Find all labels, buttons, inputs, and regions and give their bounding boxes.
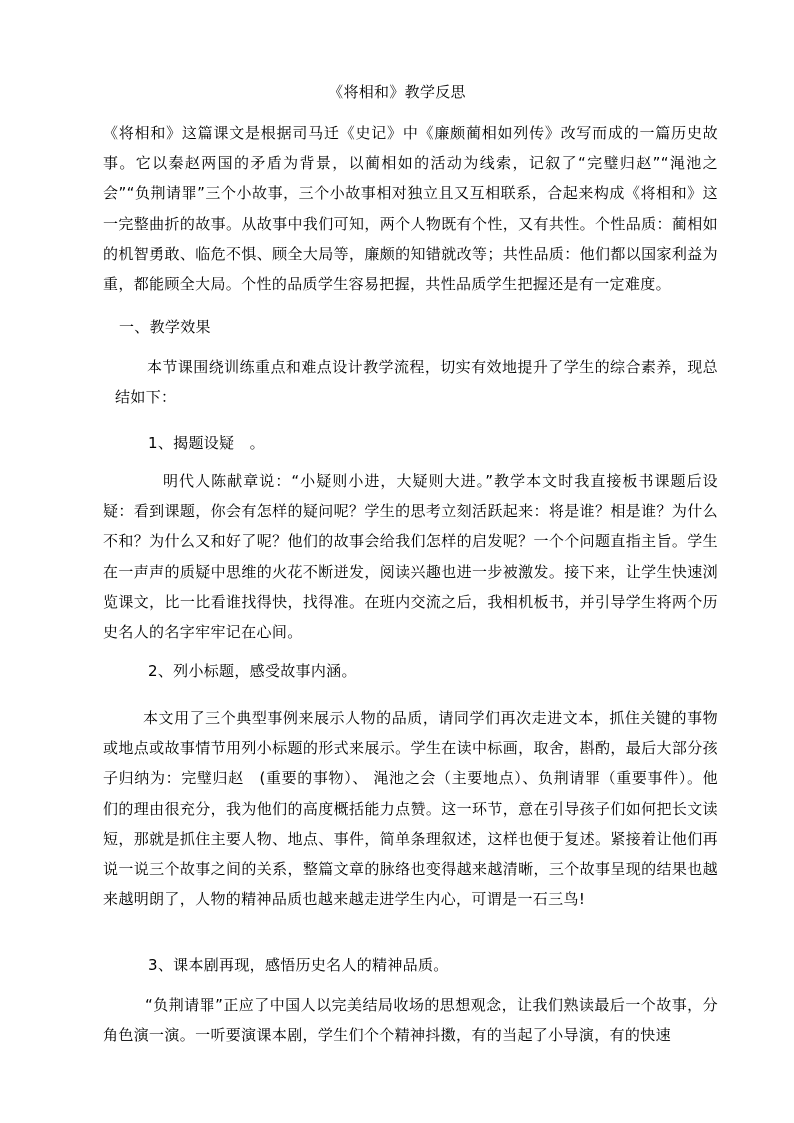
point1-heading: 1、揭题设疑 。 (148, 434, 265, 452)
point3-paragraph (103, 990, 718, 1050)
section-heading: 一、教学效果 (119, 318, 211, 336)
document-title: 《将相和》教学反思 (328, 83, 466, 101)
point2-heading: 2、列小标题，感受故事内涵。 (148, 662, 357, 680)
intro-paragraph-text: 《将相和》这篇课文是根据司马迁《史记》中《廉颇蔺相如列传》改写而成的一篇历史故事。它以秦赵两国的矛盾为背景，以蔺相如的活动为线索，记叙了“完璧归赵”“渑池之会”“负荆请罪”三个小故事，三个小故事相对独立且又互相联系，合起来构成《将相和》这一完整曲折的故事。从故事中我们可知，两个人物既有个性，又有共性。个性品质：蔺相如的机智勇敢、临危不惧、顾全大局等，廉颇的知错就改等；共性品质：他们都以国家利益为重，都能顾全大局。个性的品质学生容易把握，共性品质学生把握还是有一定难度。 (103, 124, 718, 294)
point3-text: “负荆请罪”正应了中国人以完美结局收场的思想观念，让我们熟读最后一个故事，分角色演一演。一听要演课本剧，学生们个个精神抖擞，有的当起了小导演，有的快速 (103, 996, 718, 1045)
point1-paragraph (103, 466, 718, 647)
point1-text: 明代人陈献章说：“小疑则小进，大疑则大进。”教学本文时我直接板书课题后设疑：看到课题，你会有怎样的疑问呢？学生的思考立刻活跃起来：将是谁？相是谁？为什么不和？为什么又和好了呢？他们的故事会给我们怎样的启发呢？一个个问题直指主旨。学生在一声声的质疑中思维的火花不断迸发，阅读兴趣也进一步被激发。接下来，让学生快速浏览课文，比一比看谁找得快，找得准。在班内交流之后，我相机板书，并引导学生将两个历史名人的名字牢牢记在心间。 (103, 472, 718, 642)
point2-text: 本文用了三个典型事例来展示人物的品质，请同学们再次走进文本，抓住关键的事物或地点或故事情节用列小标题的形式来展示。学生在读中标画，取舍，斟酌，最后大部分孩子归纳为：完璧归赵 (重要的事物）、 渑池之会（主要地点）、负荆请罪（重要事件）。他们的理由很充分，我为他们的高度概括能力点赞。这一环节，意在引导孩子们如何把长文读短，那就是抓住主要人物、地点、事件，简单条理叙述，这样也便于复述。紧接着让他们再说一说三个故事之间的关系，整篇文章的脉络也变得越来越清晰，三个故事呈现的结果也越来越明朗了，人物的精神品质也越来越走进学生内心，可谓是一石三鸟! (103, 709, 718, 909)
point3-heading: 3、课本剧再现，感悟历史名人的精神品质。 (148, 956, 449, 974)
section-intro-text: 本节课围绕训练重点和难点设计教学流程，切实有效地提升了学生的综合素养，现总结如下： (115, 358, 718, 407)
intro-paragraph (103, 118, 718, 299)
point2-paragraph (103, 703, 718, 914)
section-intro-paragraph (115, 352, 718, 412)
